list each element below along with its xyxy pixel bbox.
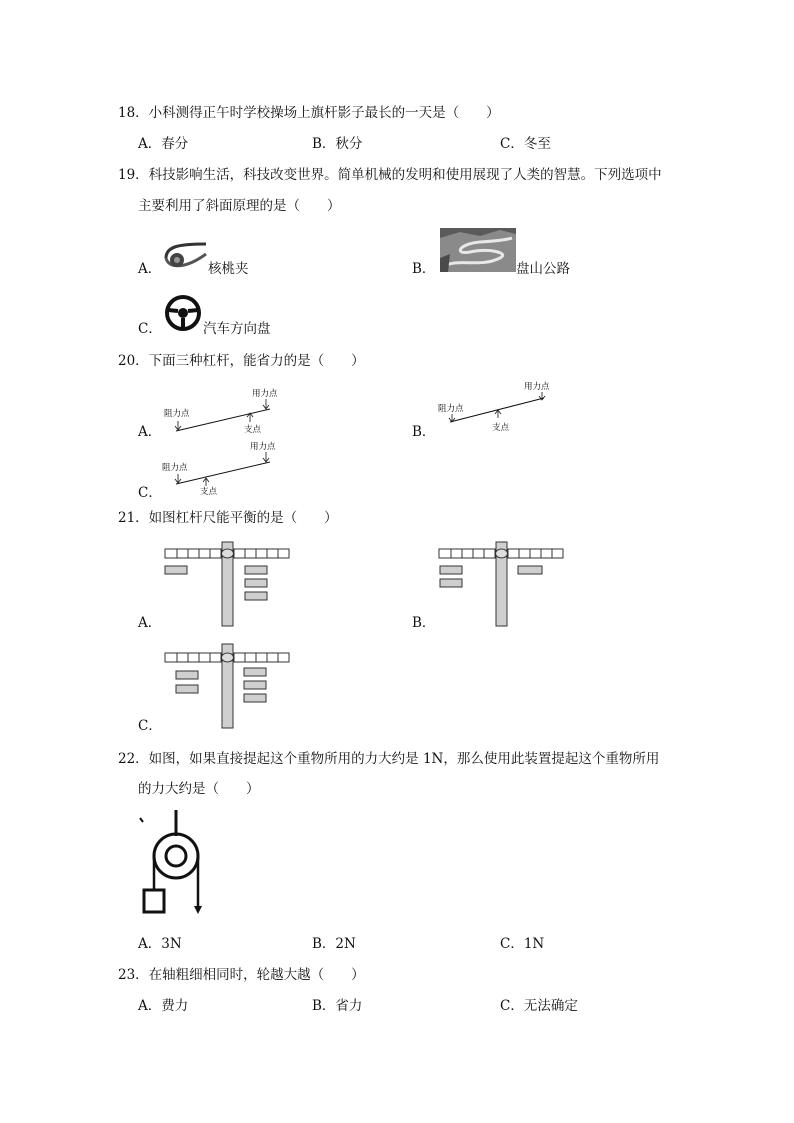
question-19-stem-line2: 主要利用了斜面原理的是（ ）: [138, 198, 341, 214]
lever-c-effort-label: 用力点: [250, 442, 276, 452]
nutcracker-image: [160, 238, 212, 274]
lever-diagram-b: [436, 378, 566, 434]
q19-option-c-label: 汽车方向盘: [203, 321, 271, 337]
lever-b-fulcrum-label: 支点: [492, 423, 510, 433]
q22-option-b[interactable]: B．2N: [312, 936, 356, 952]
question-18-stem: 18．小科测得正午时学校操场上旗杆影子最长的一天是（ ）: [118, 105, 500, 121]
q20-option-a-letter[interactable]: A．: [138, 424, 162, 440]
lever-c-fulcrum-label: 支点: [200, 487, 218, 497]
question-20-stem: 20．下面三种杠杆，能省力的是（ ）: [118, 353, 365, 369]
lever-c-load-label: 阻力点: [162, 463, 188, 473]
lever-ruler-b: [438, 542, 566, 628]
question-21-stem: 21．如图杠杆尺能平衡的是（ ）: [118, 510, 338, 526]
lever-ruler-a: [164, 542, 292, 628]
steering-wheel-image: [164, 294, 202, 332]
q23-option-c[interactable]: C．无法确定: [500, 998, 578, 1014]
q20-option-b-letter[interactable]: B．: [412, 424, 436, 440]
mountain-road-image: [440, 228, 516, 272]
q23-option-a[interactable]: A．费力: [138, 998, 189, 1014]
q19-option-b-label: 盘山公路: [516, 261, 570, 277]
pulley-diagram: [138, 810, 218, 920]
q20-option-c-letter[interactable]: C．: [138, 485, 162, 501]
lever-a-fulcrum-label: 支点: [244, 425, 262, 435]
lever-b-load-label: 阻力点: [438, 404, 464, 414]
question-22-stem-line1: 22．如图，如果直接提起这个重物所用的力大约是 1N，那么使用此装置提起这个重物所用: [118, 751, 660, 767]
q22-option-a[interactable]: A．3N: [138, 936, 182, 952]
q21-option-b-letter[interactable]: B．: [412, 615, 436, 631]
question-22-stem-line2: 的力大约是（ ）: [138, 781, 260, 797]
q19-option-a-label: 核桃夹: [208, 261, 249, 277]
q19-option-b-letter[interactable]: B．: [412, 261, 436, 277]
lever-diagram-c: [160, 440, 290, 496]
lever-ruler-c: [164, 644, 292, 730]
lever-a-load-label: 阻力点: [164, 409, 190, 419]
q18-option-b[interactable]: B．秋分: [312, 136, 363, 152]
q23-option-b[interactable]: B．省力: [312, 998, 363, 1014]
lever-diagram-a: [160, 385, 290, 437]
q22-option-c[interactable]: C．1N: [500, 936, 545, 952]
question-23-stem: 23．在轴粗细相同时，轮越大越（ ）: [118, 967, 365, 983]
q19-option-a-letter[interactable]: A．: [138, 261, 162, 277]
lever-b-effort-label: 用力点: [524, 382, 550, 392]
question-19-stem-line1: 19．科技影响生活，科技改变世界。简单机械的发明和使用展现了人类的智慧。下列选项中: [118, 167, 662, 183]
q19-option-c-letter[interactable]: C．: [138, 321, 162, 337]
q18-option-c[interactable]: C．冬至: [500, 136, 551, 152]
q21-option-a-letter[interactable]: A．: [138, 615, 162, 631]
q18-option-a[interactable]: A．春分: [138, 136, 189, 152]
q21-option-c-letter[interactable]: C．: [138, 718, 162, 734]
lever-a-effort-label: 用力点: [252, 389, 278, 399]
